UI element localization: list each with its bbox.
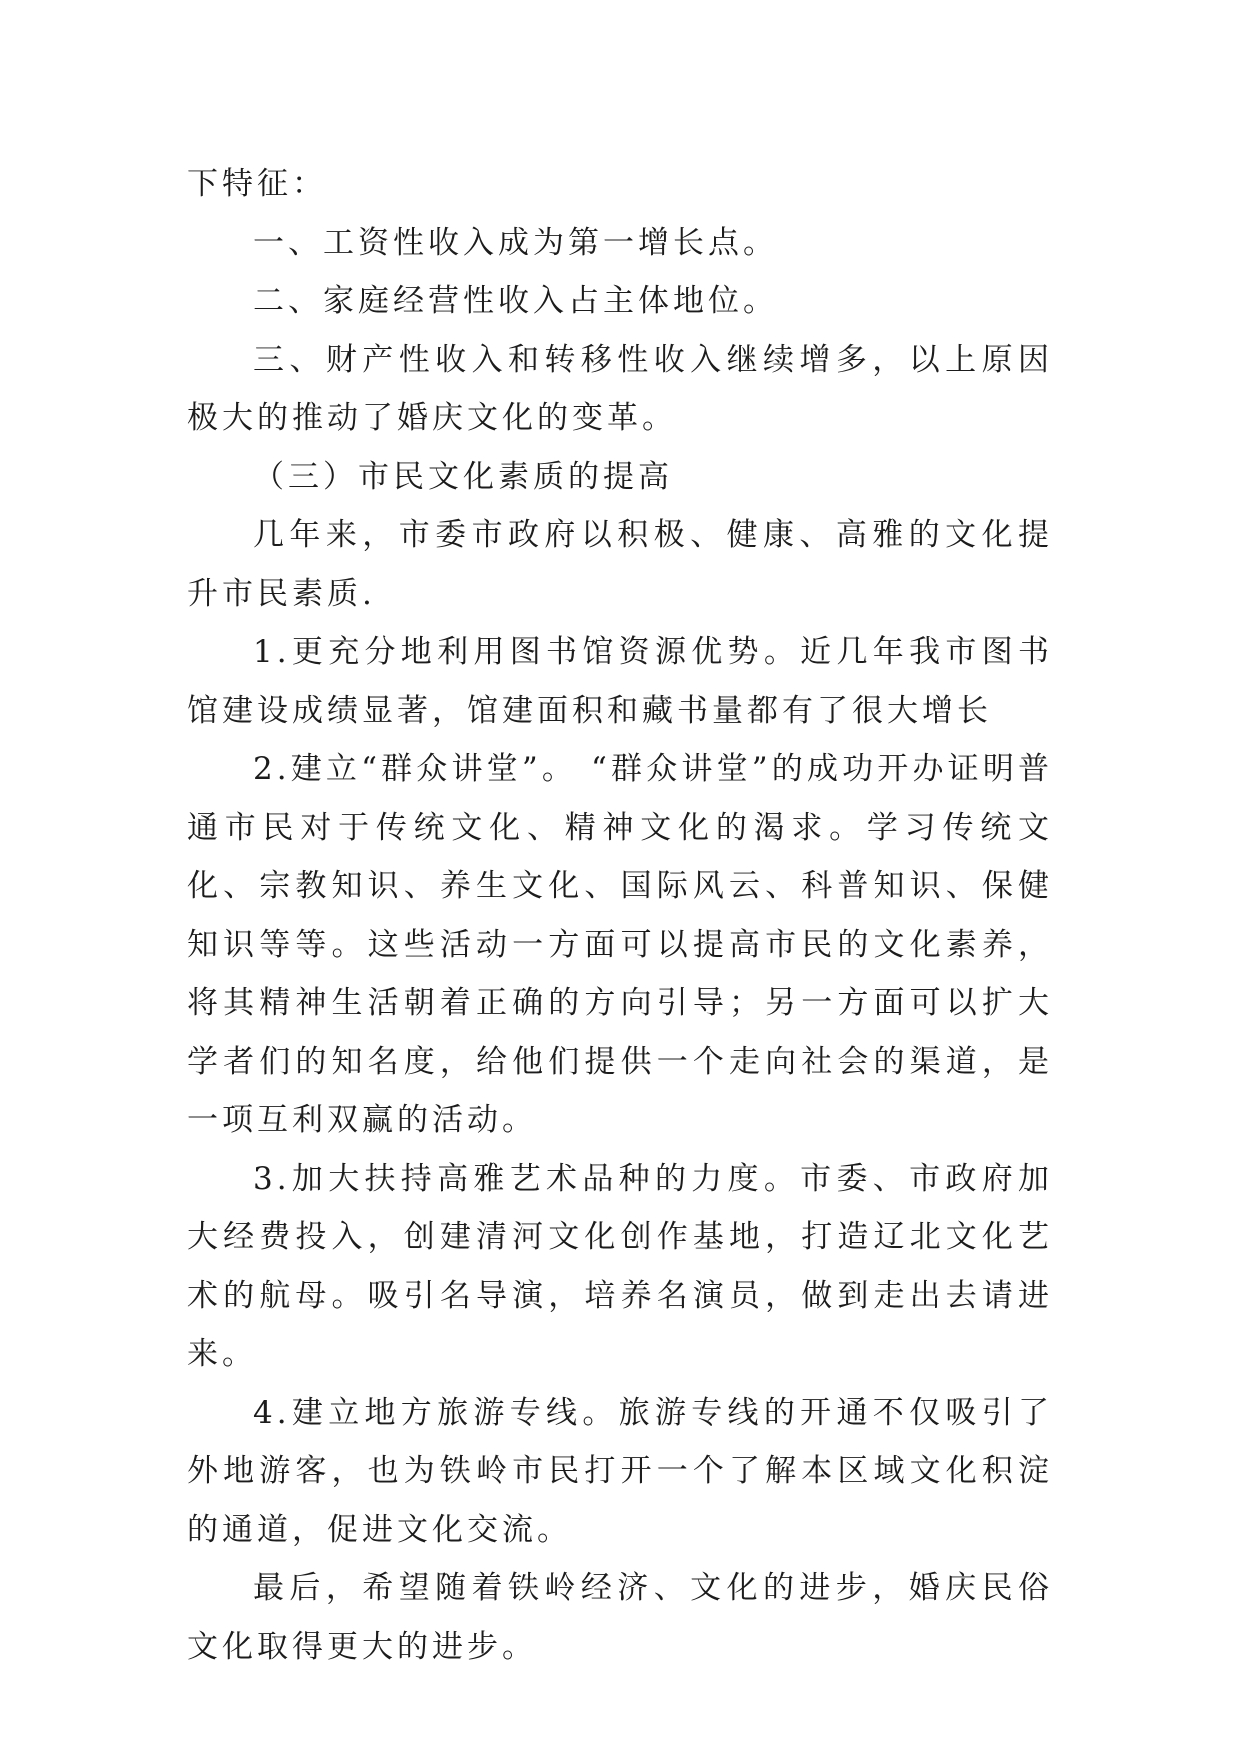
paragraph-point-2: 2.建立“群众讲堂”。 “群众讲堂”的成功开办证明普通市民对于传统文化、精神文化的渴求。学习传统文化、宗教知识、养生文化、国际风云、科普知识、保健知识等等。这些活动一方面可以提高市民的文化素养，将其精神生活朝着正确的方向引导；另一方面可以扩大学者们的知名度，给他们提供一个走向社会的渠道，是一项互利双赢的活动。 — [187, 751, 1053, 1138]
paragraph-point-4: 4.建立地方旅游专线。旅游专线的开通不仅吸引了外地游客，也为铁岭市民打开一个了解本区域文化积淀的通道，促进文化交流。 — [187, 1394, 1053, 1548]
paragraph-item-2: 二、家庭经营性收入占主体地位。 — [253, 283, 778, 319]
paragraph-conclusion: 最后，希望随着铁岭经济、文化的进步，婚庆民俗文化取得更大的进步。 — [187, 1570, 1053, 1665]
body-text — [187, 155, 1053, 1676]
paragraph-point-3: 3.加大扶持高雅艺术品种的力度。市委、市政府加大经费投入，创建清河文化创作基地，打造辽北文化艺术的航母。吸引名导演，培养名演员，做到走出去请进来。 — [187, 1160, 1053, 1372]
paragraph-overview: 几年来，市委市政府以积极、健康、高雅的文化提升市民素质. — [187, 517, 1053, 612]
paragraph-point-1: 1.更充分地利用图书馆资源优势。近几年我市图书馆建设成绩显著，馆建面积和藏书量都有了很大增长 — [187, 634, 1053, 729]
section-heading: （三）市民文化素质的提高 — [253, 458, 673, 495]
paragraph-item-1: 一、工资性收入成为第一增长点。 — [253, 224, 778, 261]
paragraph-intro: 下特征： — [187, 166, 327, 202]
paragraph-item-3: 三、财产性收入和转移性收入继续增多，以上原因极大的推动了婚庆文化的变革。 — [187, 341, 1053, 436]
